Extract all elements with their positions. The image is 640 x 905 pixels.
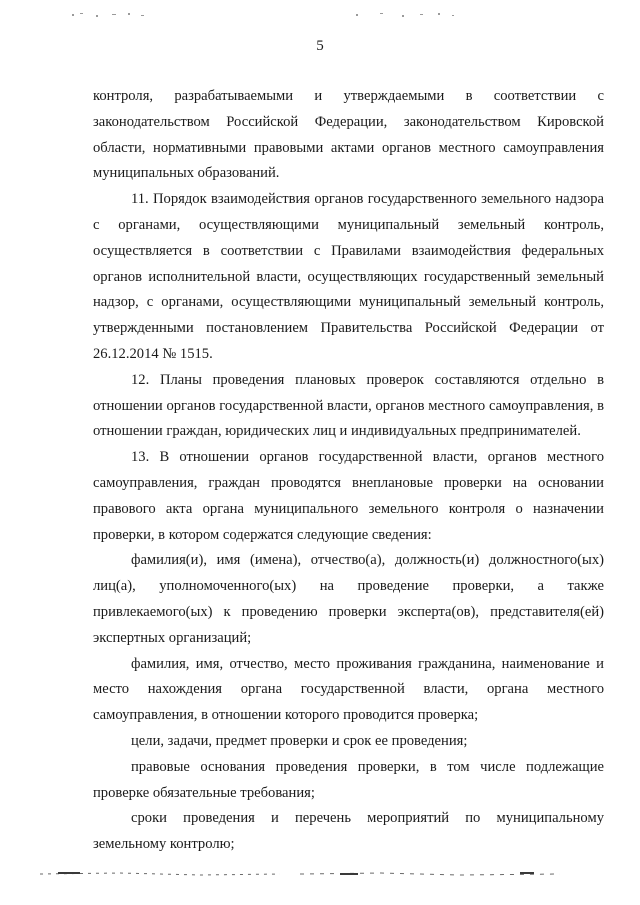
paragraph-13-item-2: фамилия, имя, отчество, место проживания гражданина, наименование и место нахождения органа государственной власти, органа местного самоуправления, в отношении которого проводится проверка; — [93, 655, 604, 724]
page-number: 5 — [316, 38, 324, 54]
paragraph-12: 12. Планы проведения плановых проверок составляются отдельно в отношении органов государственной власти, органов местного самоуправления, в отношении граждан, юридических лиц и индивидуальных предпринимателей. — [93, 371, 604, 440]
paragraph-11: 11. Порядок взаимодействия органов государственного земельного надзора с органами, осуществляющими муниципальный земельный контроль, осуществляется в соответствии с Правилами взаимодействия федеральных органов исполнительной власти, осуществляющих государственный земельный надзор, с органами, осуществляющими муниципальный земельный контроль, утвержденными постановлением Правительства Российской Федерации от 26.12.2014 № 1515. — [93, 191, 604, 362]
paragraph-13: 13. В отношении органов государственной власти, органов местного самоуправления, граждан проводятся внеплановые проверки на основании правового акта органа муниципального земельного контроля о назначении проверки, в котором содержатся следующие сведения: — [93, 449, 604, 543]
paragraph-13-item-4: правовые основания проведения проверки, в том числе подлежащие проверке обязательные требования; — [93, 758, 604, 801]
paragraph-13-item-3: цели, задачи, предмет проверки и срок ее проведения; — [131, 732, 468, 749]
document-body — [93, 84, 604, 858]
scan-artifact-bottom — [0, 860, 640, 890]
scan-artifact-top — [0, 0, 640, 30]
paragraph-13-item-1: фамилия(и), имя (имена), отчество(а), должность(и) должностного(ых) лиц(а), уполномоченного(ых) на проведение проверки, а также привлекаемого(ых) к проведению проверки эксперта(ов), представителя(ей) экспертных организаций; — [93, 552, 604, 646]
paragraph-continuation: контроля, разрабатываемыми и утверждаемыми в соответствии с законодательством Российской Федерации, законодательством Кировской области, нормативными правовыми актами органов местного самоуправления муниципальных образований. — [93, 88, 604, 182]
paragraph-13-item-5: сроки проведения и перечень мероприятий по муниципальному земельному контролю; — [93, 810, 604, 853]
